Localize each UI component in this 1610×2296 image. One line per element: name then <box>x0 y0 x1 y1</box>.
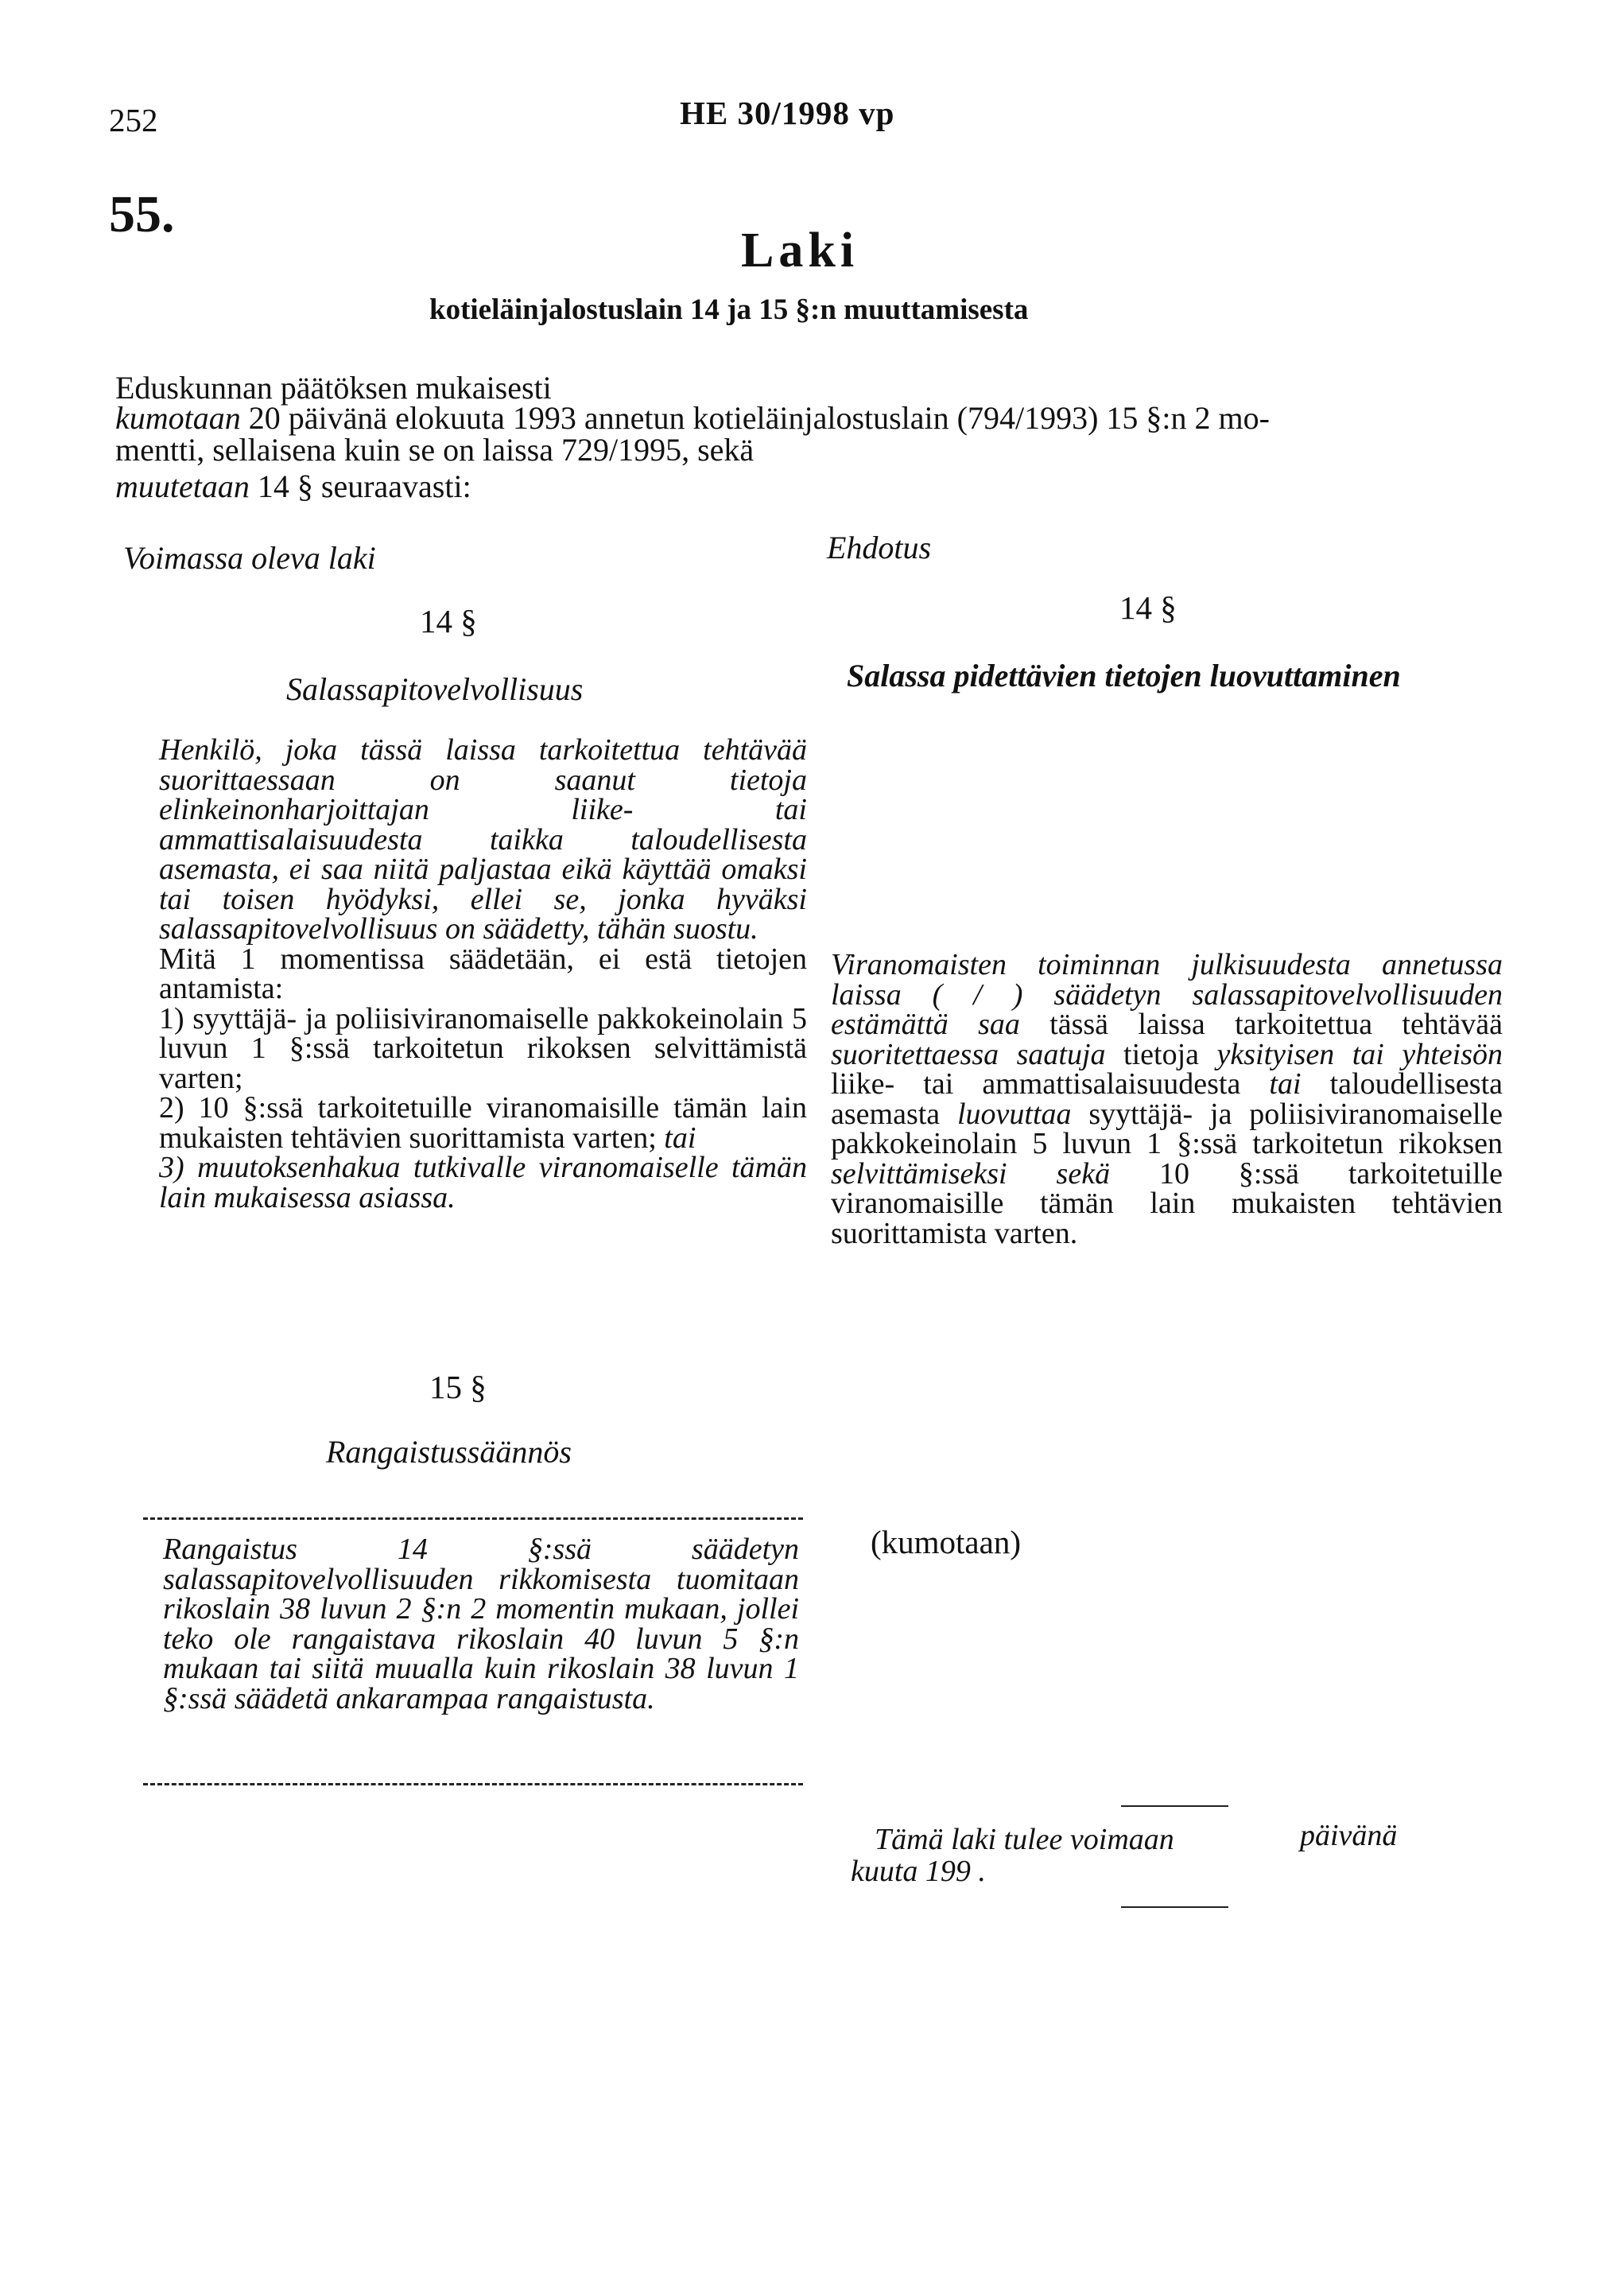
section-14-current-item-2-or: tai <box>656 1121 696 1155</box>
proposed-text-part-k: selvittämiseksi sekä <box>831 1156 1111 1191</box>
section-14-current-item-3: 3) muutoksenhakua tutkivalle viranomaiselle tämän lain mukaisessa asiassa. <box>159 1151 807 1214</box>
preamble-line-2-text: 20 päivänä elokuuta 1993 annetun kotieläinjalostuslain (794/1993) 15 §:n 2 mo- <box>240 400 1270 436</box>
proposed-text-part-f: liike- tai ammattisalaisuudesta <box>831 1067 1270 1101</box>
document-id: HE 30/1998 vp <box>680 95 895 131</box>
proposed-text-part-j: syyttäjä- ja poliisiviranomaiselle pakkokeinolain 5 luvun 1 §:ssä tarkoitetun rikoksen <box>831 1097 1503 1160</box>
date-blank-rule-bottom <box>1121 1906 1228 1908</box>
entry-into-force-day: päivänä <box>1300 1819 1398 1852</box>
proposed-text-part-i: luovuttaa <box>956 1097 1072 1131</box>
section-14-proposed-text <box>831 950 1503 1249</box>
section-14-current-item-1: 1) syyttäjä- ja poliisiviranomaiselle pakkokeinolain 5 luvun 1 §:ssä tarkoitetun rikoksen selvittämistä varten; <box>159 1001 807 1095</box>
section-15-proposed-text: (kumotaan) <box>871 1524 1021 1560</box>
proposed-text-part-g: tai <box>1269 1067 1302 1101</box>
proposed-text-part-c: suoritettaessa saatuja <box>831 1037 1106 1071</box>
section-14-current-item-2 <box>159 1091 807 1155</box>
proposed-text-part-h: taloudellisesta asemasta <box>831 1067 1503 1131</box>
left-column-heading: Voimassa oleva laki <box>123 540 376 576</box>
law-heading: Laki <box>741 223 859 278</box>
entry-into-force-line-1: Tämä laki tulee voimaan <box>875 1823 1174 1856</box>
right-column-heading: Ehdotus <box>827 530 932 565</box>
section-14-right-number: 14 § <box>1119 589 1177 626</box>
proposed-text-part-e: yksityisen tai yhteisön <box>1216 1037 1503 1071</box>
proposed-text-part-a: Viranomaisten toiminnan julkisuudesta annetussa laissa ( / ) säädetyn salassapitovelvollisuuden estämättä saa <box>831 948 1503 1041</box>
section-15-title: Rangaistussäännös <box>326 1434 572 1470</box>
preamble-amend-word: muutetaan <box>115 468 250 504</box>
preamble-line-4-text: 14 § seuraavasti: <box>249 468 471 504</box>
section-14-current-item-2-text: 2) 10 §:ssä tarkoitetuille viranomaisille tämän lain mukaisten tehtävien suorittamista varten; <box>159 1091 807 1155</box>
section-15-current-text <box>163 1535 799 1714</box>
preamble-repeal-word: kumotaan <box>115 400 241 436</box>
section-14-left-number: 14 § <box>420 603 477 639</box>
section-14-current-para-2: Mitä 1 momentissa säädetään, ei estä tietojen antamista: <box>159 942 807 1005</box>
section-14-current-text <box>159 733 807 1214</box>
law-number: 55. <box>109 185 175 243</box>
entry-into-force-line-2: kuuta 199 . <box>851 1855 986 1888</box>
proposed-text-part-d: tietoja <box>1105 1037 1217 1071</box>
law-subtitle: kotieläinjalostuslain 14 ja 15 §:n muuttamisesta <box>429 293 1029 326</box>
preamble-line-2 <box>115 402 1270 434</box>
omission-dash-line-top <box>143 1517 803 1520</box>
date-blank-rule-top <box>1121 1805 1228 1807</box>
proposed-text-part-l: 10 §:ssä tarkoitetuille viranomaisille tämän lain mukaisten tehtävien suorittamista varten. <box>831 1156 1503 1250</box>
preamble-line-1: Eduskunnan päätöksen mukaisesti <box>115 370 552 406</box>
section-15-current-para: Rangaistus 14 §:ssä säädetyn salassapitovelvollisuuden rikkomisesta tuomitaan rikoslain 38 luvun 2 §:n 2 momentin mukaan, jollei teko ole rangaistava rikoslain 40 luvun 5 §:n mukaan tai siitä muualla kuin rikoslain 38 luvun 1 §:ssä säädetä ankarampaa rangaistusta. <box>163 1533 799 1715</box>
proposed-text-part-b: tässä laissa tarkoitettua tehtävää <box>1019 1008 1503 1041</box>
section-14-current-para-1: Henkilö, joka tässä laissa tarkoitettua tehtävää suorittaessaan on saanut tietoja elinkeinonharjoittajan liike- tai ammattisalaisuudesta taikka taloudellisesta asemasta, ei saa niitä paljastaa eikä käyttää omaksi tai toisen hyödyksi, ellei se, jonka hyväksi salassapitovelvollisuus on säädetty, tähän suostu. <box>159 733 807 946</box>
preamble-line-3: mentti, sellaisena kuin se on laissa 729/1995, sekä <box>115 432 755 468</box>
omission-dash-line-bottom <box>143 1783 803 1785</box>
page-number: 252 <box>109 102 158 138</box>
section-14-right-title: Salassa pidettävien tietojen luovuttaminen <box>847 658 1401 693</box>
section-15-number: 15 § <box>429 1369 487 1405</box>
section-14-proposed-para <box>831 950 1503 1249</box>
section-14-left-title: Salassapitovelvollisuus <box>286 671 584 707</box>
preamble-line-4 <box>115 468 471 504</box>
